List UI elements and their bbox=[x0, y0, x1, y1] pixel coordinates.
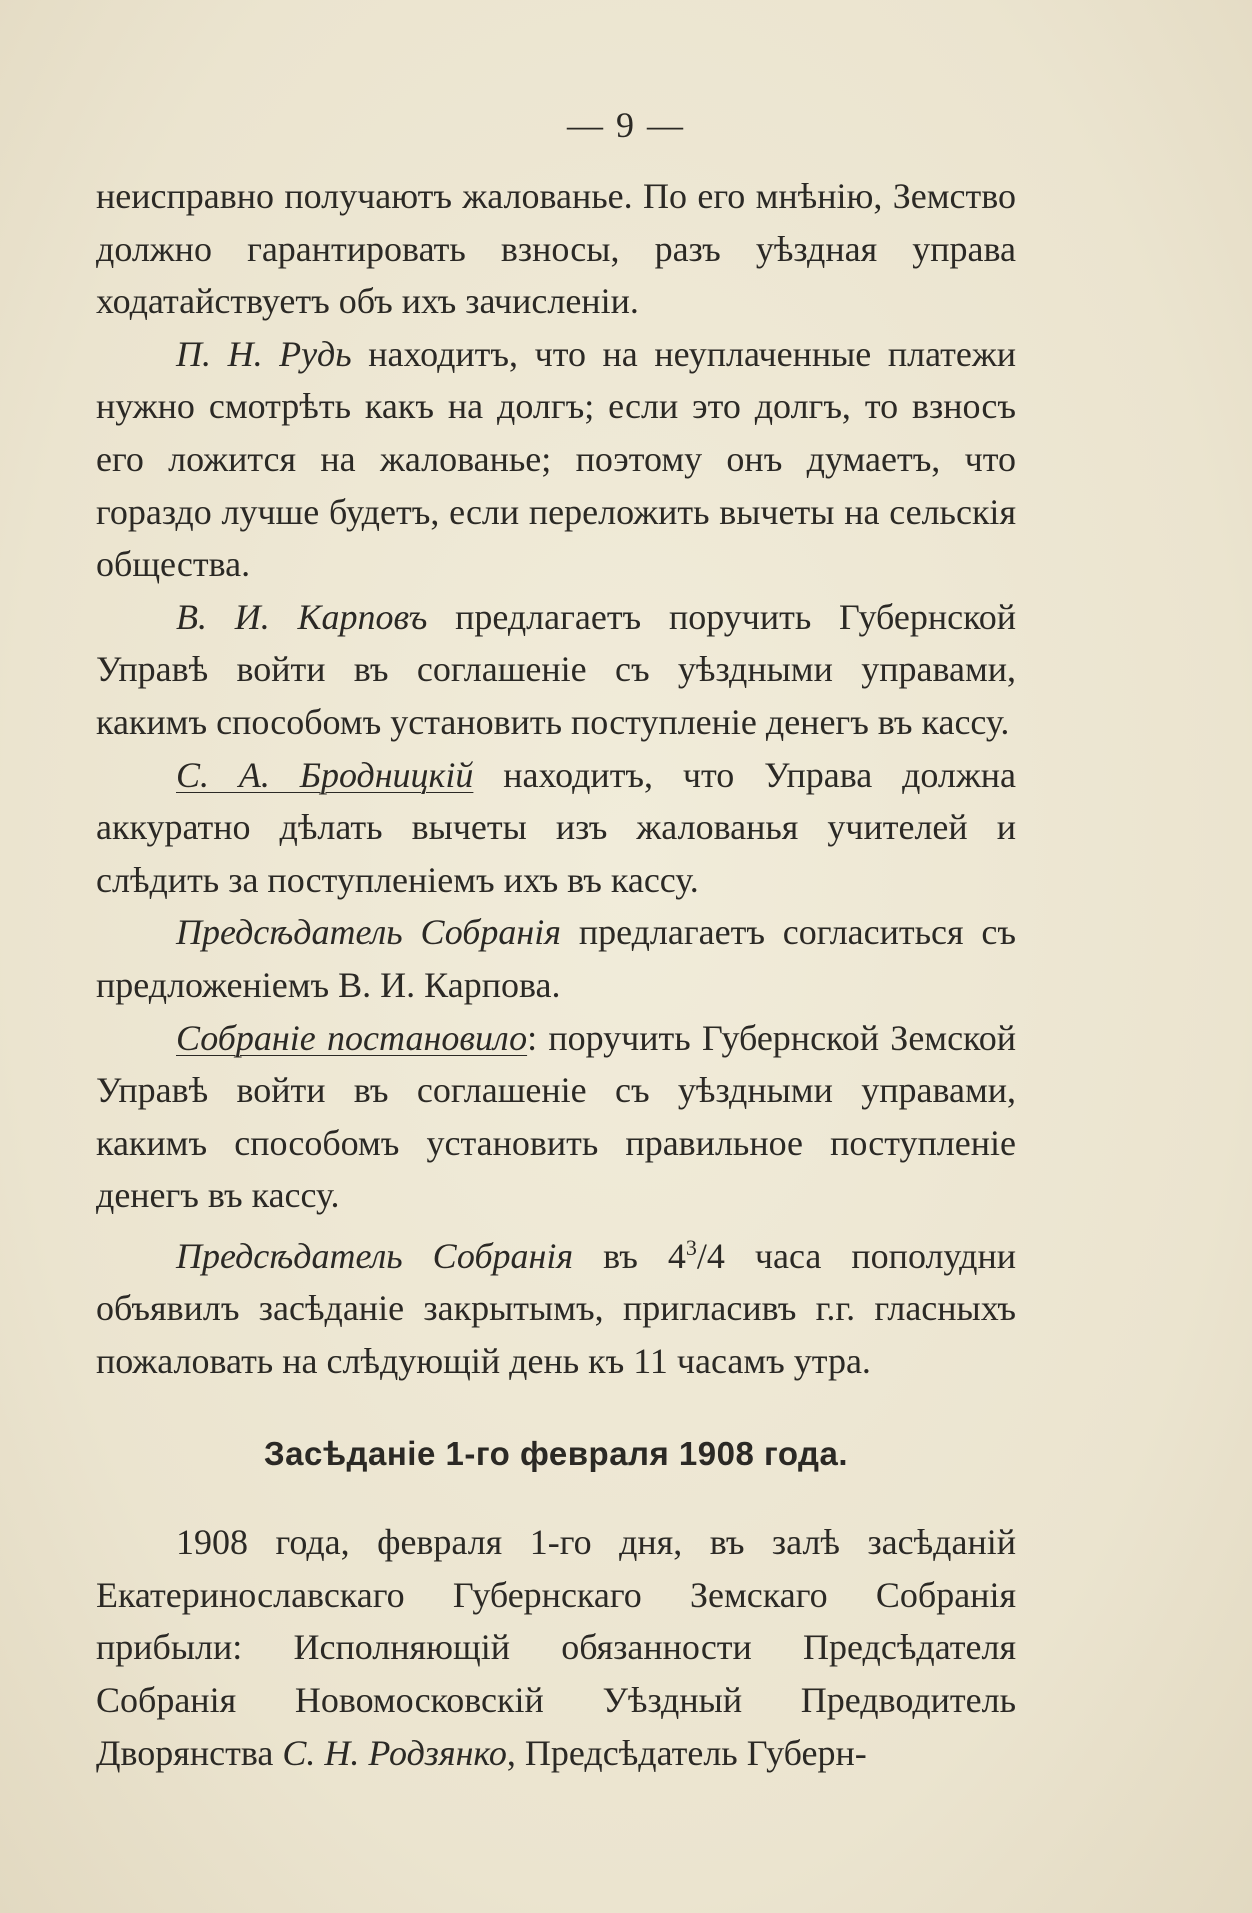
speaker-name: С. А. Бродницкій bbox=[176, 754, 474, 795]
paragraph-text: предлагаетъ согласиться съ предложеніемъ В. И. Карпова. bbox=[96, 912, 1016, 1005]
speaker-name: П. Н. Рудь bbox=[176, 333, 352, 374]
speaker-name: В. И. Карповъ bbox=[176, 596, 428, 637]
paragraph-4 bbox=[96, 749, 1016, 907]
paragraph-7 bbox=[96, 1222, 1016, 1388]
resolution-label: Собраніе постановило bbox=[176, 1017, 528, 1058]
person-name: С. Н. Родзянко bbox=[282, 1732, 507, 1773]
paragraph-5 bbox=[96, 906, 1016, 1011]
paragraph-text: : поручить Губернской Земской Управѣ войти въ соглашеніе съ уѣздными управами, какимъ способомъ установить правильное поступленіе денегъ въ кассу. bbox=[96, 1017, 1016, 1216]
paragraph-text: предлагаетъ поручить Губернской Управѣ войти въ соглашеніе съ уѣздными управами, какимъ способомъ установить поступленіе денегъ въ кассу. bbox=[96, 596, 1017, 742]
paragraph-text: неисправно получаютъ жалованье. По его мнѣнію, Земство должно гарантировать взносы, разъ уѣздная управа ходатайствуетъ объ ихъ зачисленіи. bbox=[96, 176, 1016, 322]
paragraph-2 bbox=[96, 328, 1016, 591]
paragraph-text: , Предсѣдатель Губерн- bbox=[506, 1732, 867, 1773]
paragraph-text: въ 4 bbox=[573, 1235, 686, 1276]
fraction-numerator: 3 bbox=[685, 1234, 697, 1260]
paragraph-3 bbox=[96, 591, 1016, 749]
paragraph-text: /4 часа пополудни объявилъ засѣданіе закрытымъ, пригласивъ г.г. гласныхъ пожаловать на слѣдующій день къ 11 часамъ утра. bbox=[96, 1235, 1017, 1382]
paragraph-final bbox=[96, 1516, 1016, 1779]
speaker-name: Предсѣдатель Собранія bbox=[176, 1235, 574, 1276]
page-number: — 9 — bbox=[567, 105, 685, 145]
paragraph-6 bbox=[96, 1012, 1016, 1222]
paragraph-text: 1908 года, февраля 1-го дня, въ залѣ засѣданій Екатеринославскаго Губернскаго Земскаго Собранія прибыли: Исполняющій обязанности Предсѣдателя Собранія Новомосковскій Уѣздный Предводитель Дворянства bbox=[96, 1522, 1016, 1773]
paragraph-1 bbox=[96, 170, 1016, 328]
paragraph-text: находитъ, что Управа должна аккуратно дѣлать вычеты изъ жалованья учителей и слѣдить за поступленіемъ ихъ въ кассу. bbox=[96, 754, 1016, 900]
body-text bbox=[96, 170, 1016, 1779]
paragraph-text: находитъ, что на неуплаченные платежи нужно смотрѣть какъ на долгъ; если это долгъ, то взносъ его ложится на жалованье; поэтому онъ думаетъ, что гораздо лучше будетъ, если переложить вычеты на сельскія общества. bbox=[96, 333, 1016, 585]
speaker-name: Предсѣдатель Собранія bbox=[176, 912, 561, 953]
section-heading: Засѣданіе 1-го февраля 1908 года. bbox=[263, 1434, 849, 1472]
